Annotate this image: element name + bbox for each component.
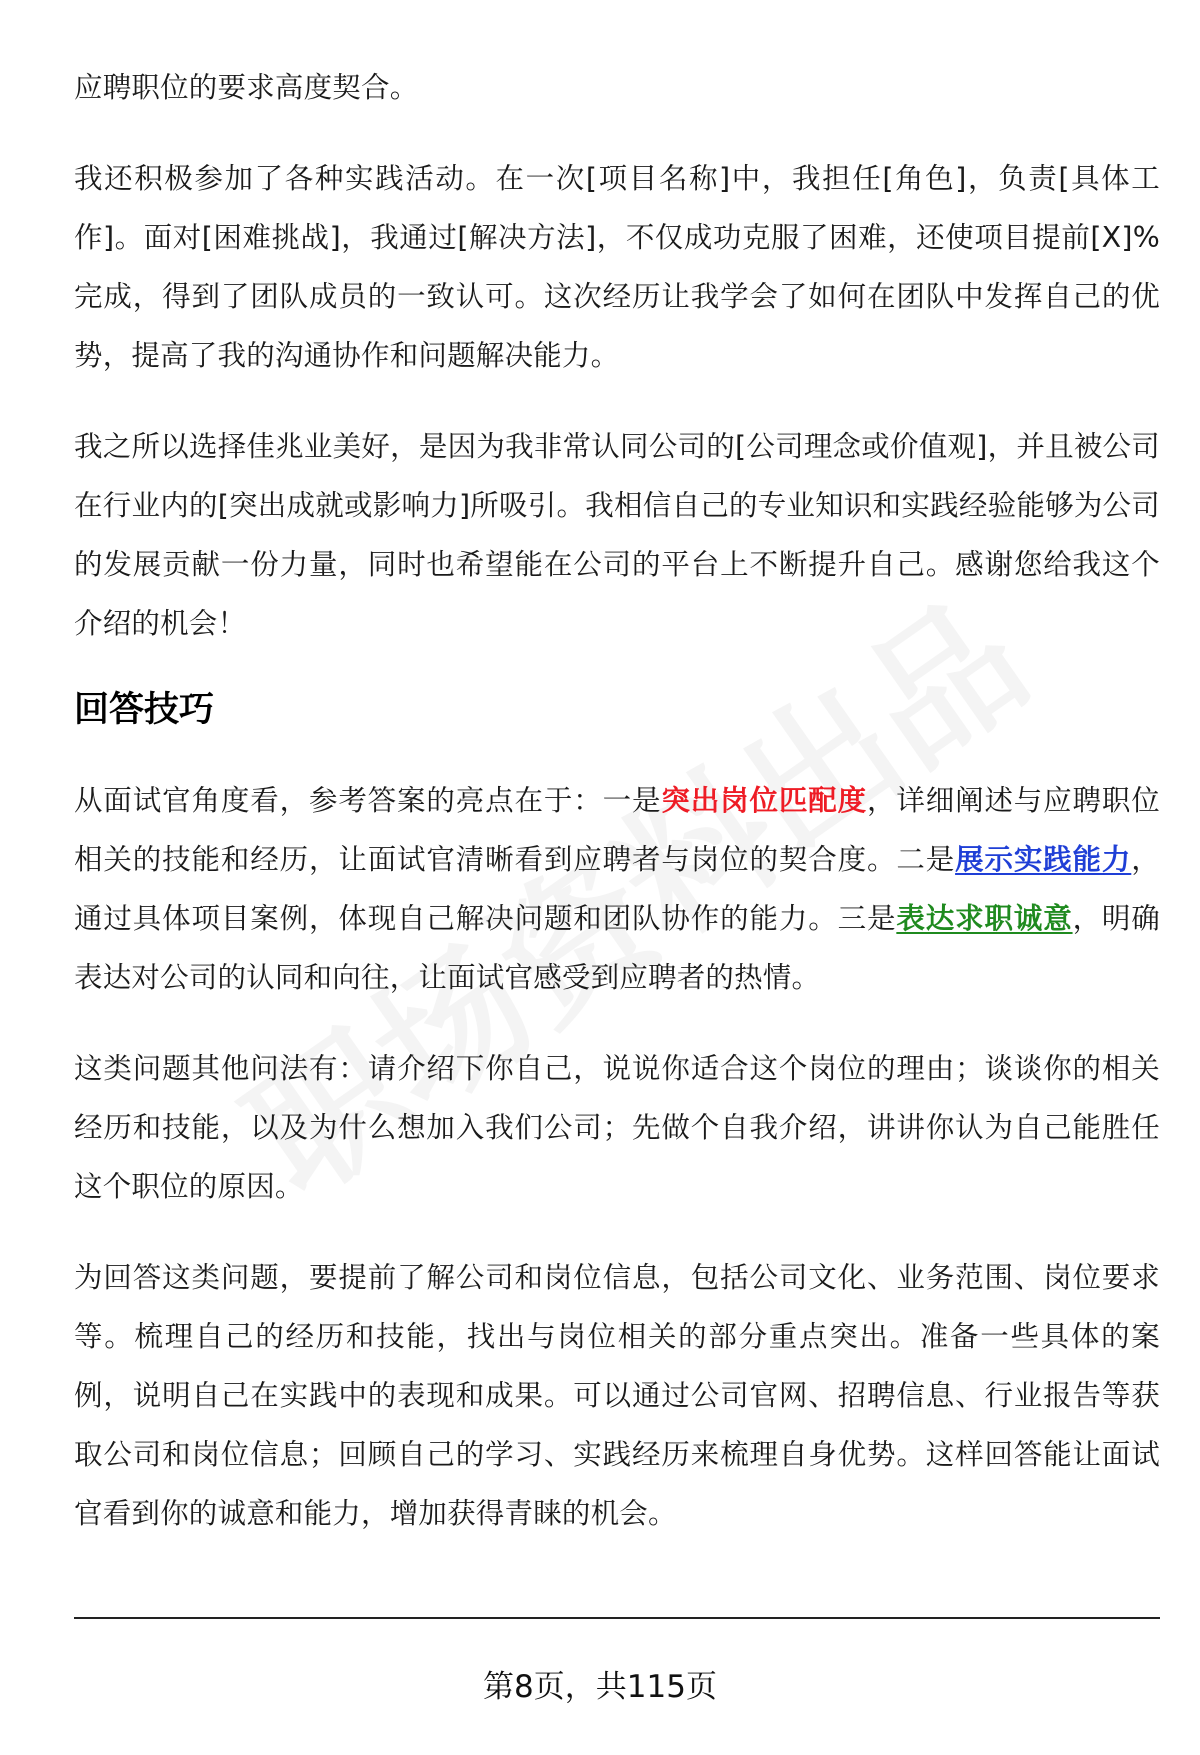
tips-text-3: ，通过具体项目案例，体现自己解决问题和团队协作的能力。三是 <box>74 843 1160 935</box>
paragraph-other-questions: 这类问题其他问法有：请介绍下你自己，说说你适合这个岗位的理由；谈谈你的相关经历和技能，以及为什么想加入我们公司；先做个自我介绍，讲讲你认为自己能胜任这个职位的原因。 <box>74 1052 1160 1203</box>
tips-text-4: ，明确表达对公司的认同和向往，让面试官感受到应聘者的热情。 <box>74 902 1161 994</box>
highlight-sincerity: 表达求职诚意 <box>896 902 1073 935</box>
page-number: 第8页，共115页 <box>483 1669 717 1705</box>
tips-paragraph <box>74 771 1160 1007</box>
paragraph-preparation: 为回答这类问题，要提前了解公司和岗位信息，包括公司文化、业务范围、岗位要求等。梳理自己的经历和技能，找出与岗位相关的部分重点突出。准备一些具体的案例，说明自己在实践中的表现和成果。可以通过公司官网、招聘信息、行业报告等获取公司和岗位信息；回顾自己的学习、实践经历来梳理自身优势。这样回答能让面试官看到你的诚意和能力，增加获得青睐的机会。 <box>74 1261 1160 1530</box>
tips-text-2: ，详细阐述与应聘职位相关的技能和经历，让面试官清晰看到应聘者与岗位的契合度。二是 <box>74 784 1160 876</box>
tips-text-1: 从面试官角度看，参考答案的亮点在于：一是 <box>74 784 662 817</box>
footer-divider <box>74 1617 1160 1619</box>
highlight-job-match: 突出岗位匹配度 <box>661 784 867 817</box>
paragraph-3: 我之所以选择佳兆业美好，是因为我非常认同公司的[公司理念或价值观]，并且被公司在行业内的[突出成就或影响力]所吸引。我相信自己的专业知识和实践经验能够为公司的发展贡献一份力量，同时也希望能在公司的平台上不断提升自己。感谢您给我这个介绍的机会！ <box>74 430 1160 640</box>
section-heading: 回答技巧 <box>74 690 215 730</box>
document-page <box>74 58 1160 1575</box>
paragraph-1: 应聘职位的要求高度契合。 <box>74 71 419 104</box>
highlight-practical-ability: 展示实践能力 <box>955 843 1132 876</box>
paragraph-2: 我还积极参加了各种实践活动。在一次[项目名称]中，我担任[角色]，负责[具体工作]。面对[困难挑战]，我通过[解决方法]，不仅成功克服了困难，还使项目提前[X]%完成，得到了团队成员的一致认可。这次经历让我学会了如何在团队中发挥自己的优势，提高了我的沟通协作和问题解决能力。 <box>74 162 1160 372</box>
